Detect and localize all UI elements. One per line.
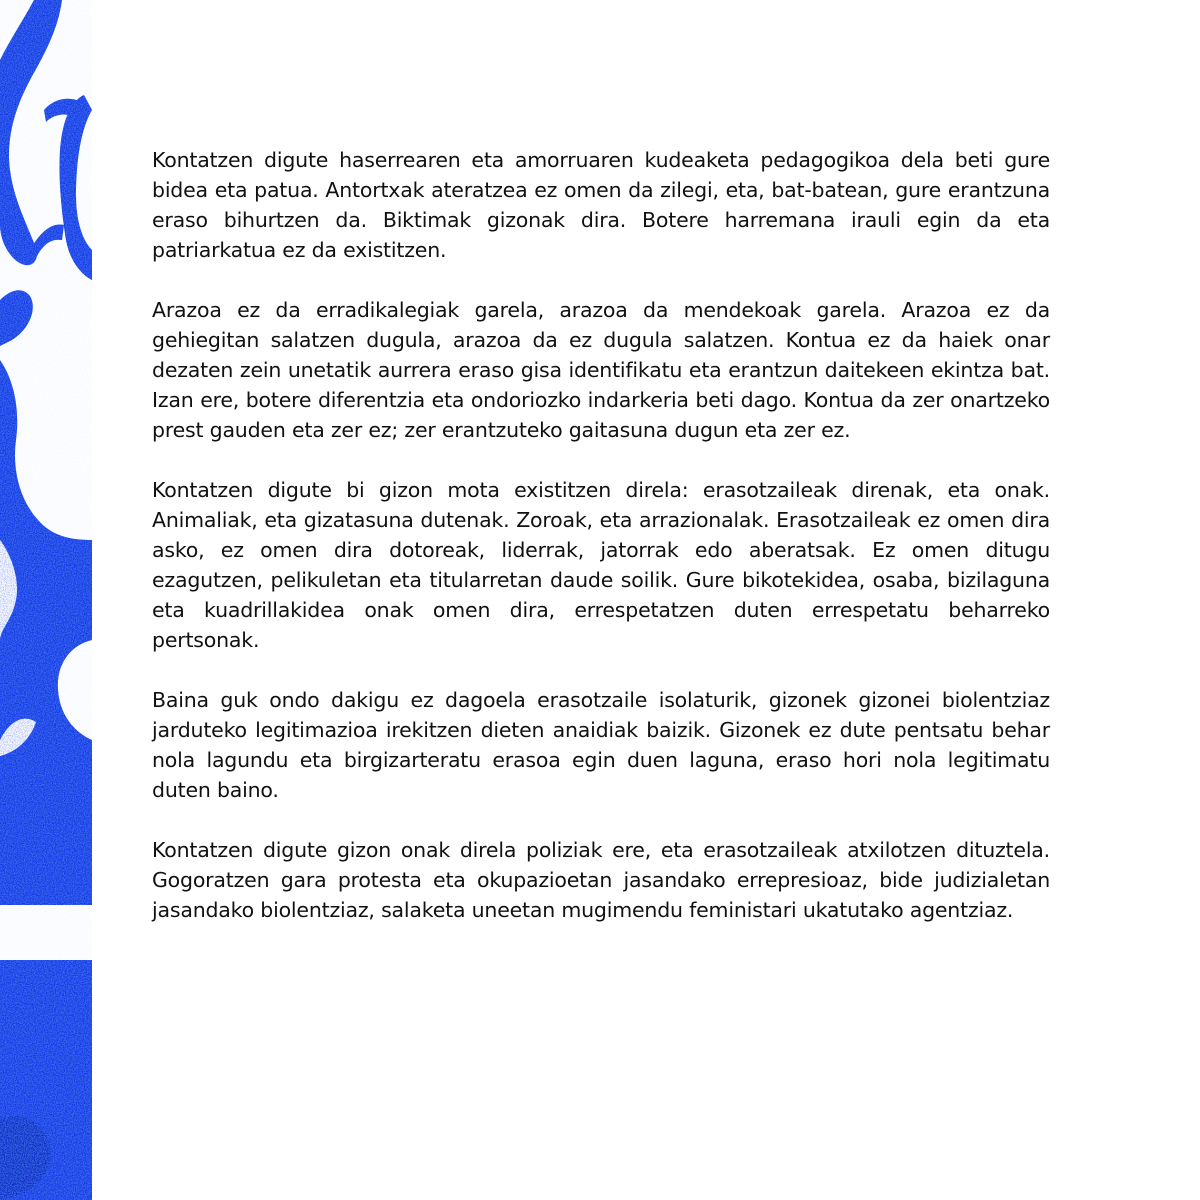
blue-ink-illustration [0, 0, 92, 1200]
paragraph: Kontatzen digute haserrearen eta amorruaren kudeaketa pedagogikoa dela beti gure bidea eta patua. Antortxak ateratzea ez omen da zilegi, eta, bat-batean, gure erantzuna eraso bihurtzen da. Biktimak gizonak dira. Botere harremana irauli egin da eta patriarkatua ez da existitzen. [152, 148, 1050, 262]
paragraph: Kontatzen digute bi gizon mota existitzen direla: erasotzaileak direnak, eta onak. Animaliak, eta gizatasuna dutenak. Zoroak, eta arrazionalak. Erasotzaileak ez omen dira asko, ez omen dira dotoreak, liderrak, jatorrak edo aberatsak. Ez omen ditugu ezagutzen, pelikuletan eta titularretan daude soilik. Gure bikotekidea, osaba, bizilaguna eta kuadrillakidea onak omen dira, errespetatzen duten errespetatu beharreko pertsonak. [152, 478, 1050, 652]
article-body [152, 145, 1050, 955]
paragraph: Baina guk ondo dakigu ez dagoela erasotzaile isolaturik, gizonek gizonei biolentziaz jarduteko legitimazioa irekitzen dieten anaidiak baizik. Gizonek ez dute pentsatu behar nola lagundu eta birgizarteratu erasoa egin duen laguna, eraso hori nola legitimatu duten baino. [152, 688, 1050, 802]
decorative-blue-artwork [0, 0, 92, 1200]
paragraph: Kontatzen digute gizon onak direla poliziak ere, eta erasotzaileak atxilotzen dituztela. Gogoratzen gara protesta eta okupazioetan jasandako errepresioaz, bide judizialetan jasandako biolentziaz, salaketa uneetan mugimendu feministari ukatutako agentziaz. [152, 838, 1050, 922]
paragraph: Arazoa ez da erradikalegiak garela, arazoa da mendekoak garela. Arazoa ez da gehiegitan salatzen dugula, arazoa da ez dugula salatzen. Kontua ez da haiek onar dezaten zein unetatik aurrera eraso gisa identifikatu eta erantzun daitekeen ekintza bat. Izan ere, botere diferentzia eta ondoriozko indarkeria beti dago. Kontua da zer onartzeko prest gauden eta zer ez; zer erantzuteko gaitasuna dugun eta zer ez. [152, 298, 1050, 442]
